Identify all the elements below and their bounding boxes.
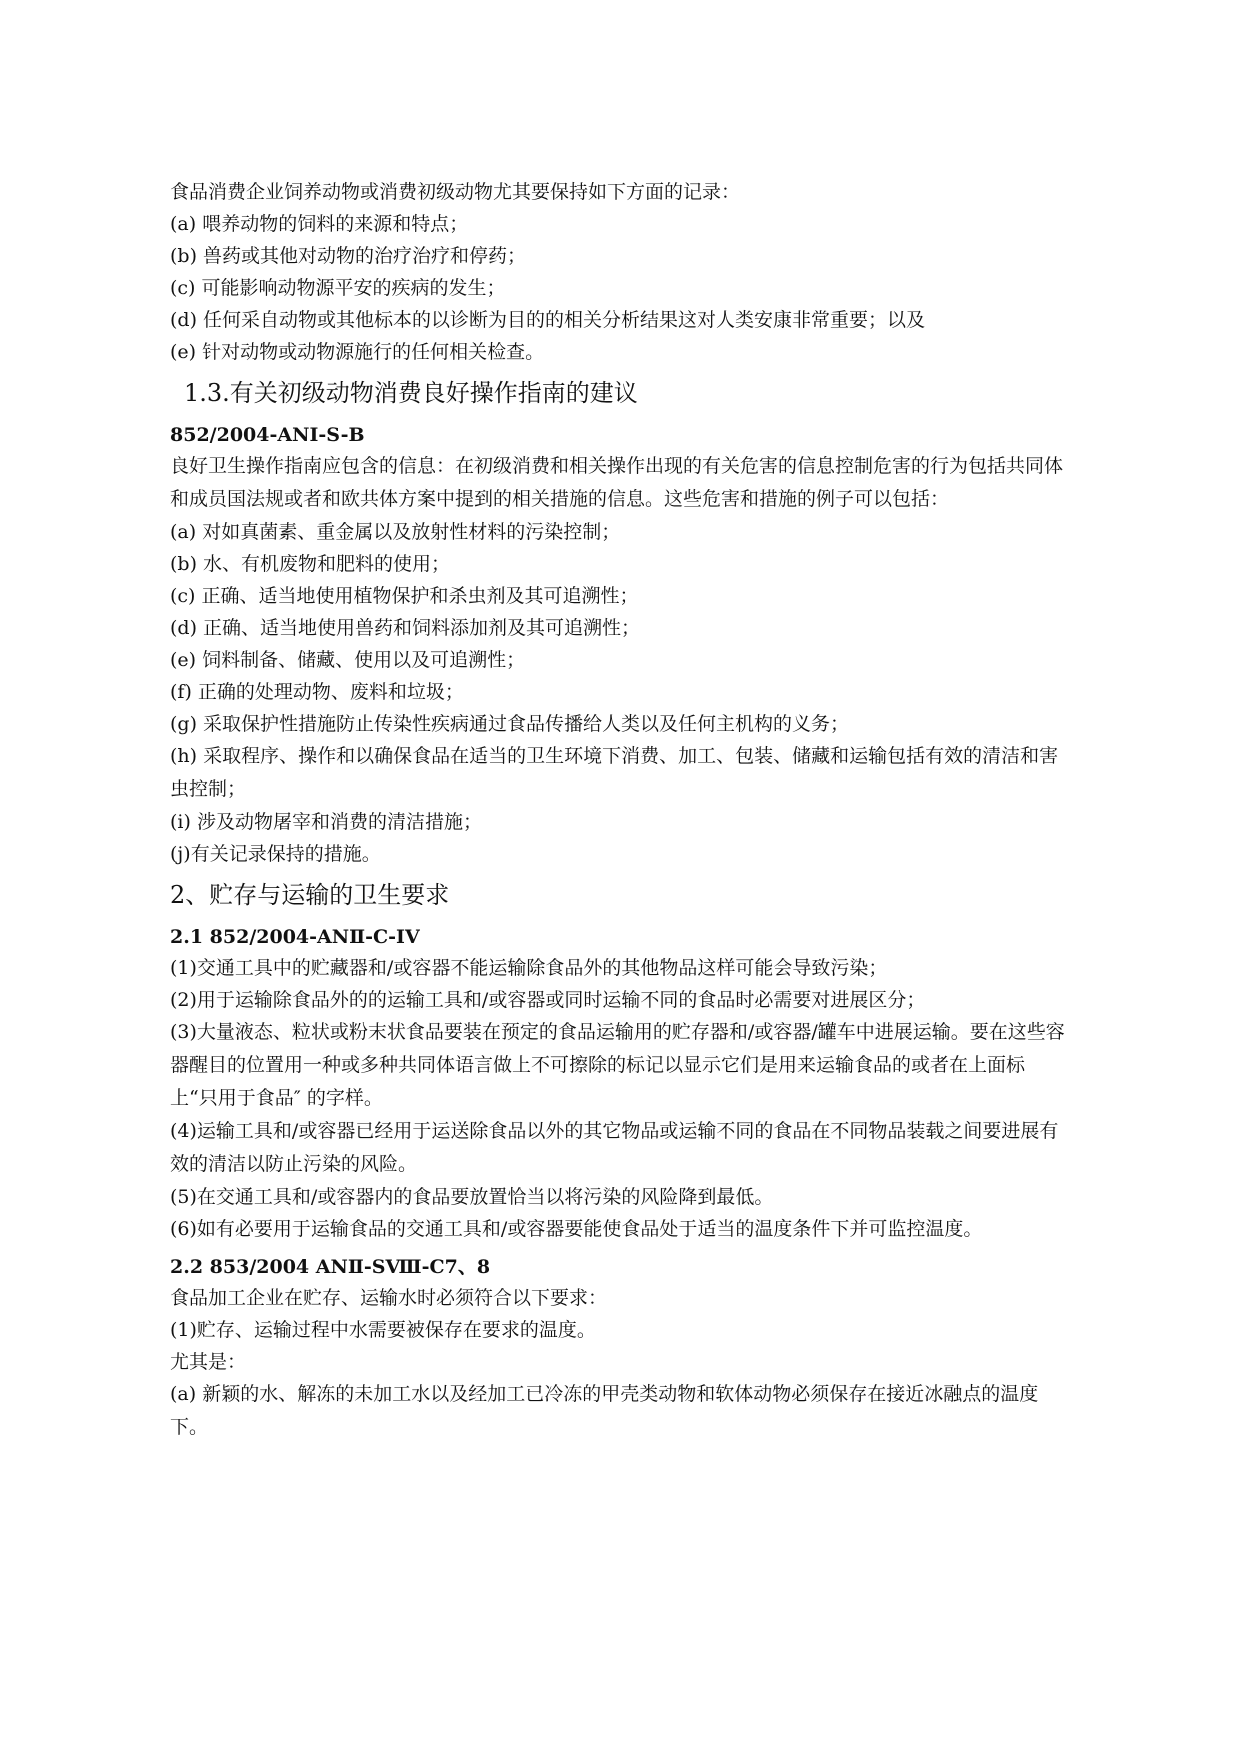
list-item: (e) 饲料制备、储藏、使用以及可追溯性； [170,649,526,671]
list-item: (a) 喂养动物的饲料的来源和特点； [170,213,469,235]
list-item: (a) 对如真菌素、重金属以及放射性材料的污染控制； [170,521,621,543]
intro-lead: 食品消费企业饲养动物或消费初级动物尤其要保持如下方面的记录： [170,181,741,203]
list-item: (1)贮存、运输过程中水需要被保存在要求的温度。 [170,1319,596,1341]
list-item: (3)大量液态、粒状或粉末状食品要装在预定的食品运输用的贮存器和/或容器/罐车中进展运输。要在这些容器醒目的位置用一种或多种共同体语言做上不可擦除的标记以显示它们是用来运输食品的或者在上面标上“只用于食品″ 的字样。 [170,1021,1065,1109]
list-item: (i) 涉及动物屠宰和消费的清洁措施； [170,811,482,833]
note-text: 尤其是： [170,1351,247,1373]
section-heading-1-3: 1.3.有关初级动物消费良好操作指南的建议 [184,379,638,407]
list-item: (d) 任何采自动物或其他标本的以诊断为目的的相关分析结果这对人类安康非常重要；以及 [170,309,926,331]
list-item: (d) 正确、适当地使用兽药和饲料添加剂及其可追溯性； [170,617,641,639]
document-page [170,176,1070,1444]
list-item: (b) 兽药或其他对动物的治疗治疗和停药； [170,245,527,267]
list-item: (1)交通工具中的贮藏器和/或容器不能运输除食品外的其他物品这样可能会导致污染； [170,957,888,979]
list-item: (4)运输工具和/或容器已经用于运送除食品以外的其它物品或运输不同的食品在不同物品装载之间要进展有效的清洁以防止污染的风险。 [170,1120,1059,1175]
list-item: (j)有关记录保持的措施。 [170,843,381,865]
list-item: (c) 可能影响动物源平安的疾病的发生； [170,277,506,299]
list-item: (5)在交通工具和/或容器内的食品要放置恰当以将污染的风险降到最低。 [170,1186,774,1208]
section-heading-2: 2、贮存与运输的卫生要求 [170,881,450,909]
regulation-ref: 2.1 852/2004-ANⅡ-C-IV [170,926,420,948]
regulation-ref: 852/2004-ANⅠ-S-B [170,424,365,446]
regulation-ref: 2.2 853/2004 ANⅡ-SⅧ-C7、8 [170,1256,491,1278]
list-item: (6)如有必要用于运输食品的交通工具和/或容器要能使食品处于适当的温度条件下并可监控温度。 [170,1218,983,1240]
list-item: (a) 新颖的水、解冻的未加工水以及经加工已冷冻的甲壳类动物和软体动物必须保存在接近冰融点的温度下。 [170,1383,1039,1438]
subsection-lead: 食品加工企业在贮存、运输水时必须符合以下要求： [170,1287,608,1309]
list-item: (e) 针对动物或动物源施行的任何相关检查。 [170,341,545,363]
list-item: (f) 正确的处理动物、废料和垃圾； [170,681,464,703]
list-item: (g) 采取保护性措施防止传染性疾病通过食品传播给人类以及任何主机构的义务； [170,713,850,735]
list-item: (2)用于运输除食品外的的运输工具和/或容器或同时运输不同的食品时必需要对进展区分； [170,989,926,1011]
section-paragraph: 良好卫生操作指南应包含的信息：在初级消费和相关操作出现的有关危害的信息控制危害的行为包括共同体和成员国法规或者和欧共体方案中提到的相关措施的信息。这些危害和措施的例子可以包括： [170,455,1064,510]
list-item: (h) 采取程序、操作和以确保食品在适当的卫生环境下消费、加工、包装、储藏和运输包括有效的清洁和害虫控制； [170,745,1059,800]
list-item: (c) 正确、适当地使用植物保护和杀虫剂及其可追溯性； [170,585,639,607]
list-item: (b) 水、有机废物和肥料的使用； [170,553,451,575]
